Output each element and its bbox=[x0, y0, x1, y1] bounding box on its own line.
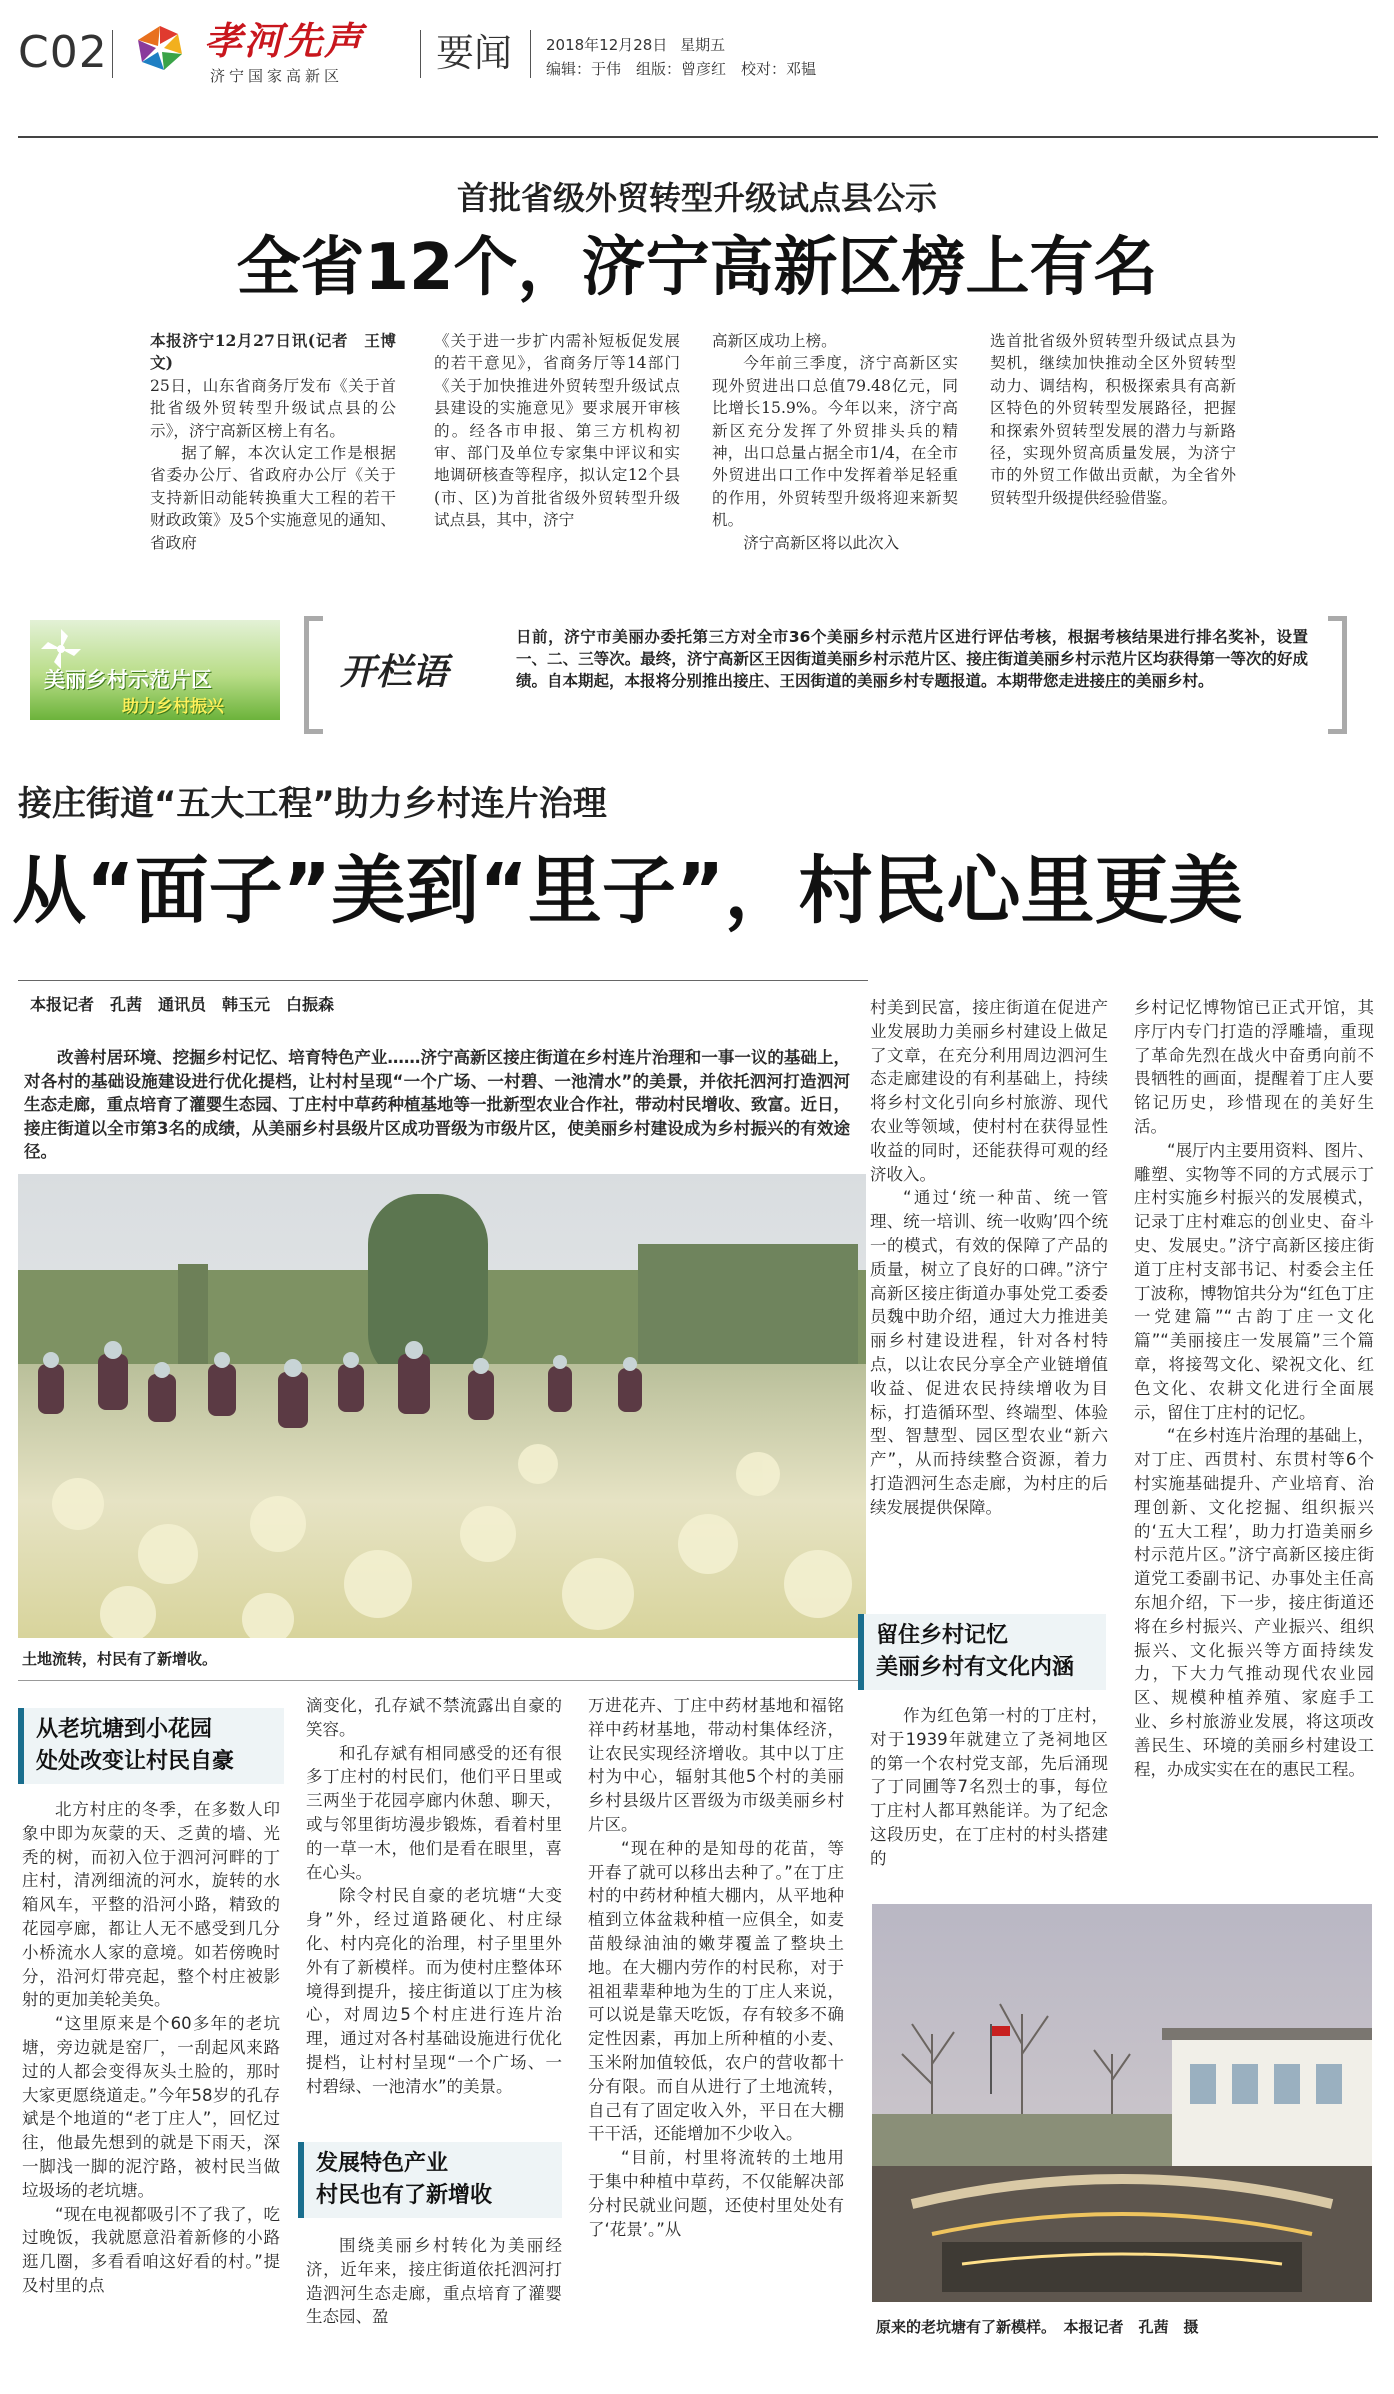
body-paragraph: “通过‘统一种苗、统一管理、统一培训、统一收购’四个统一的模式，有效的保障了产品的质量，树立了良好的口碑。”济宁高新区接庄街道办事处党工委委员魏中助介绍，通过大力推进美丽乡村建设进程，针对各村特点，以让农民分享全产业链增值收益、促进农民持续增收为目标，打造循环型、终端型、体验型、智慧型、园区型农业“新六产”，从而持续整合资源，着力打造泗河生态走廊，为村庄的后续发展提供保障。 bbox=[870, 1188, 1108, 1517]
article2-lead bbox=[24, 1046, 850, 1164]
article1-title: 全省12个，济宁高新区榜上有名 bbox=[236, 231, 1158, 305]
body-paragraph: “目前，村里将流转的土地用于集中种植中草药，不仅能解决部分村民就业问题，还使村里处处有了‘花景’。”从 bbox=[588, 2148, 844, 2239]
banner-text: 日前，济宁市美丽办委托第三方对全市36个美丽乡村示范片区进行评估考核，根据考核结果进行排名奖补，设置一、二、三等次。最终，济宁高新区王因街道美丽乡村示范片区、接庄街道美丽乡村示范片区均获得第一等次的好成绩。自本期起，本报将分别推出接庄、王因街道的美丽乡村专题报道。本期带您走进接庄的美丽乡村。 bbox=[516, 628, 1308, 690]
masthead-rule bbox=[18, 136, 1378, 138]
banner-label: 开栏语 bbox=[340, 651, 449, 693]
bracket-left bbox=[304, 616, 323, 734]
subhead-3 bbox=[858, 1614, 1106, 1690]
body-paragraph: “展厅内主要用资料、图片、雕塑、实物等不同的方式展示丁庄村实施乡村振兴的发展模式，记录丁庄村难忘的创业史、奋斗史、发展史。”济宁高新区接庄街道丁庄村支部书记、村委会主任丁波称，博物馆共分为“红色丁庄一党建篇”“古韵丁庄一文化篇”“美丽接庄一发展篇”三个篇章，将接驾文化、梁祝文化、红色文化、农耕文化进行全面展示，留住丁庄村的记忆。 bbox=[1134, 1140, 1374, 1422]
article1-paragraph: 《关于进一步扩内需补短板促发展的若干意见》，省商务厅等14部门《关于加快推进外贸转型升级试点县建设的实施意见》要求展开审核的。经各市申报、第三方机构初审、部门及单位专家集中评议和实地调研核查等程序，拟认定12个县(市、区)为首批省级外贸转型升级试点县，其中，济宁 bbox=[434, 332, 680, 530]
article1-paragraph: 25日，山东省商务厅发布《关于首批省级外贸转型升级试点县的公示》，济宁高新区榜上有名。 bbox=[150, 376, 396, 440]
date-text: 2018年12月28日 bbox=[546, 36, 668, 54]
paper-name: 孝河先声 bbox=[204, 18, 365, 63]
caption-rule bbox=[18, 1680, 868, 1681]
photo1-caption: 土地流转，村民有了新增收。 bbox=[22, 1650, 218, 1668]
article1-col3 bbox=[712, 330, 958, 554]
title-rule bbox=[18, 980, 868, 981]
article2-col-e bbox=[1134, 996, 1374, 1781]
page-number: C02 bbox=[18, 27, 108, 78]
article1-paragraph: 济宁高新区将以此次入 bbox=[743, 533, 900, 552]
section-title: 要闻 bbox=[436, 31, 513, 75]
body-paragraph: 除令村民自豪的老坑塘“大变身”外，经过道路硬化、村庄绿化、村内亮化的治理，村子里里外外有了新模样。而为使村庄整体环境得到提升，接庄街道以丁庄为核心，对周边5个村庄进行连片治理，通过对各村基础设施进行优化提档，让村村呈现“一个广场、一村碧绿、一池清水”的美景。 bbox=[306, 1886, 562, 2096]
photo2-caption: 原来的老坑塘有了新模样。 本报记者 孔茜 摄 bbox=[876, 2318, 1199, 2336]
banner-logo-line2: 助力乡村振兴 bbox=[122, 697, 224, 717]
body-paragraph: 乡村记忆博物馆已正式开馆，其序厅内专门打造的浮雕墙，重现了革命先烈在战火中奋勇向前不畏牺牲的画面，提醒着丁庄人要铭记历史，珍惜现在的美好生活。 bbox=[1134, 998, 1374, 1136]
paper-subname: 济宁国家高新区 bbox=[210, 67, 344, 85]
subhead-1 bbox=[18, 1708, 284, 1784]
village-pond-photo bbox=[872, 1904, 1372, 2302]
subhead-3-line1: 留住乡村记忆 bbox=[876, 1623, 1009, 1648]
article1-dateline: 本报济宁12月27日讯(记者 王博文) bbox=[150, 331, 396, 373]
banner-logo-line1: 美丽乡村示范片区 bbox=[44, 668, 212, 692]
body-paragraph: 北方村庄的冬季，在多数人印象中即为灰蒙的天、乏黄的墙、光秃的树，而初入位于泗河河畔的丁庄村，清冽细流的河水，旋转的水箱风车，平整的沿河小路，精致的花园亭廊，都让人无不感受到几分小桥流水人家的意境。如若傍晚时分，沿河灯带亮起，整个村庄被影射的更加美轮美奂。 bbox=[22, 1800, 280, 2010]
flower-field-photo bbox=[18, 1174, 866, 1638]
article1-paragraph: 据了解，本次认定工作是根据省委办公厅、省政府办公厅《关于支持新旧动能转换重大工程的若干财政政策》及5个实施意见的通知、省政府 bbox=[150, 444, 396, 552]
bracket-right bbox=[1328, 616, 1347, 734]
body-paragraph: 作为红色第一村的丁庄村，对于1939年就建立了尧祠地区的第一个农村党支部，先后涌现了丁同圃等7名烈士的事，每位丁庄村人都耳熟能详。为了纪念这段历史，在丁庄村的村头搭建的 bbox=[870, 1706, 1108, 1868]
lead-paragraph: 改善村居环境、挖掘乡村记忆、培育特色产业……济宁高新区接庄街道在乡村连片治理和一事一议的基础上，对各村的基础设施建设进行优化提档，让村村呈现“一个广场、一村碧、一池清水”的美景，并依托泗河打造泗河生态走廊，重点培育了灌婴生态园、丁庄村中草药种植基地等一批新型农业合作社，带动村民增收、致富。近日，接庄街道以全市第3名的成绩，从美丽乡村县级片区成功晋级为市级片区，使美丽乡村建设成为乡村振兴的有效途径。 bbox=[24, 1048, 850, 1161]
body-paragraph: 围绕美丽乡村转化为美丽经济，近年来，接庄街道依托泗河打造泗河生态走廊，重点培育了灌婴生态园、盈 bbox=[306, 2236, 562, 2327]
article1-col2 bbox=[434, 330, 680, 532]
body-paragraph: 滴变化，孔存斌不禁流露出自豪的笑容。 bbox=[306, 1696, 562, 1739]
issue-date bbox=[546, 34, 725, 55]
subhead-2-line2: 村民也有了新增收 bbox=[316, 2183, 493, 2208]
masthead bbox=[0, 0, 1394, 95]
body-paragraph: “现在电视都吸引不了我了，吃过晚饭，我就愿意沿着新修的小路逛几圈，多看看咱这好看的村。”提及村里的点 bbox=[22, 2204, 280, 2295]
article1-paragraph: 选首批省级外贸转型升级试点县为契机，继续加快推动全区外贸转型动力、调结构，积极探索具有高新区特色的外贸转型发展路径，把握和探索外贸转型发展的潜力与新路径，实现外贸高质量发展，为济宁市的外贸工作做出贡献，为全省外贸转型升级提供经验借鉴。 bbox=[990, 332, 1236, 507]
subhead-2-line1: 发展特色产业 bbox=[316, 2151, 449, 2176]
subhead-1-line1: 从老坑塘到小花园 bbox=[36, 1717, 213, 1742]
body-paragraph: 万进花卉、丁庄中药材基地和福铭祥中药材基地，带动村集体经济，让农民实现经济增收。其中以丁庄村为中心，辐射其他5个村的美丽乡村县级片区晋级为市级美丽乡村片区。 bbox=[588, 1696, 844, 1834]
subhead-1-line2: 处处改变让村民自豪 bbox=[36, 1749, 235, 1774]
article1-col4 bbox=[990, 330, 1236, 509]
newspaper-logo-icon bbox=[134, 22, 186, 74]
column-banner bbox=[28, 612, 1358, 736]
article2-col-a bbox=[22, 1798, 280, 2298]
article2-title: 从“面子”美到“里子”，村民心里更美 bbox=[12, 848, 1243, 934]
article2-subtitle: 接庄街道“五大工程”助力乡村连片治理 bbox=[18, 784, 607, 824]
article2-col-b2 bbox=[306, 2234, 562, 2329]
body-paragraph: “现在种的是知母的花苗，等开春了就可以移出去种了。”在丁庄村的中药材种植大棚内，从平地种植到立体盆栽种植一应俱全，如麦苗般绿油油的嫩芽覆盖了整块土地。在大棚内劳作的村民称，对于祖祖辈辈种地为生的丁庄人来说，可以说是靠天吃饭，存有较多不确定性因素，再加上所种植的小麦、玉米附加值较低，农户的营收都十分有限。而自从进行了土地流转，自己有了固定收入外，平日在大棚干干活，还能增加不少收入。 bbox=[588, 1838, 844, 2144]
body-paragraph: 和孔存斌有相同感受的还有很多丁庄村的村民们，他们平日里或三两坐于花园亭廊内休憩、聊天，或与邻里街坊漫步锻炼，看着村里的一草一木，他们是看在眼里，喜在心头。 bbox=[306, 1743, 562, 1882]
body-paragraph: “在乡村连片治理的基础上，对丁庄、西贯村、东贯村等6个村实施基础提升、产业培育、治理创新、文化挖掘、组织振兴的‘五大工程’，助力打造美丽乡村示范片区。”济宁高新区接庄街道党工委副书记、办事处主任高东旭介绍，下一步，接庄街道还将在乡村振兴、产业振兴、组织振兴、文化振兴等方面持续发力，下大力气推动现代农业园区、规模种植养殖、家庭手工业、乡村旅游业发展，将这项改善民生、环境的美丽乡村建设工程，办成实实在在的惠民工程。 bbox=[1134, 1426, 1374, 1779]
subhead-2 bbox=[298, 2142, 562, 2218]
subhead-3-line2: 美丽乡村有文化内涵 bbox=[876, 1655, 1075, 1680]
article2-byline: 本报记者 孔茜 通讯员 韩玉元 白振森 bbox=[30, 995, 335, 1014]
banner-logo bbox=[30, 620, 280, 720]
editor-credits: 编辑：于伟 组版：曾彦红 校对：邓韫 bbox=[546, 60, 817, 78]
article1-subtitle: 首批省级外贸转型升级试点县公示 bbox=[456, 179, 937, 217]
article2-col-d2 bbox=[870, 1704, 1108, 1871]
article2-col-c bbox=[588, 1694, 844, 2241]
article1-col1 bbox=[150, 330, 396, 554]
article2-col-b bbox=[306, 1694, 562, 2099]
article2-col-d bbox=[870, 996, 1108, 1520]
article1-paragraph: 今年前三季度，济宁高新区实现外贸进出口总值79.48亿元，同比增长15.9%。今年以来，济宁高新区充分发挥了外贸排头兵的精神，出口总量占据全市1/4，在全市外贸进出口工作中发挥着举足轻重的作用，外贸转型升级将迎来新契机。 bbox=[712, 354, 958, 530]
weekday-text: 星期五 bbox=[680, 36, 726, 54]
body-paragraph: “这里原来是个60多年的老坑塘，旁边就是窑厂，一刮起风来路过的人都会变得灰头土脸的，那时大家更愿绕道走。”今年58岁的孔存斌是个地道的“老丁庄人”，回忆过往，他最先想到的就是下雨天，深一脚浅一脚的泥泞路，被村民当做垃圾场的老坑塘。 bbox=[22, 2014, 280, 2200]
article1-paragraph: 高新区成功上榜。 bbox=[712, 332, 837, 350]
body-paragraph: 村美到民富，接庄街道在促进产业发展助力美丽乡村建设上做足了文章，在充分利用周边泗河生态走廊建设的有利基础上，持续将乡村文化引向乡村旅游、现代农业等领域，使村村在获得显性收益的同时，还能获得可观的经济收入。 bbox=[870, 998, 1108, 1184]
